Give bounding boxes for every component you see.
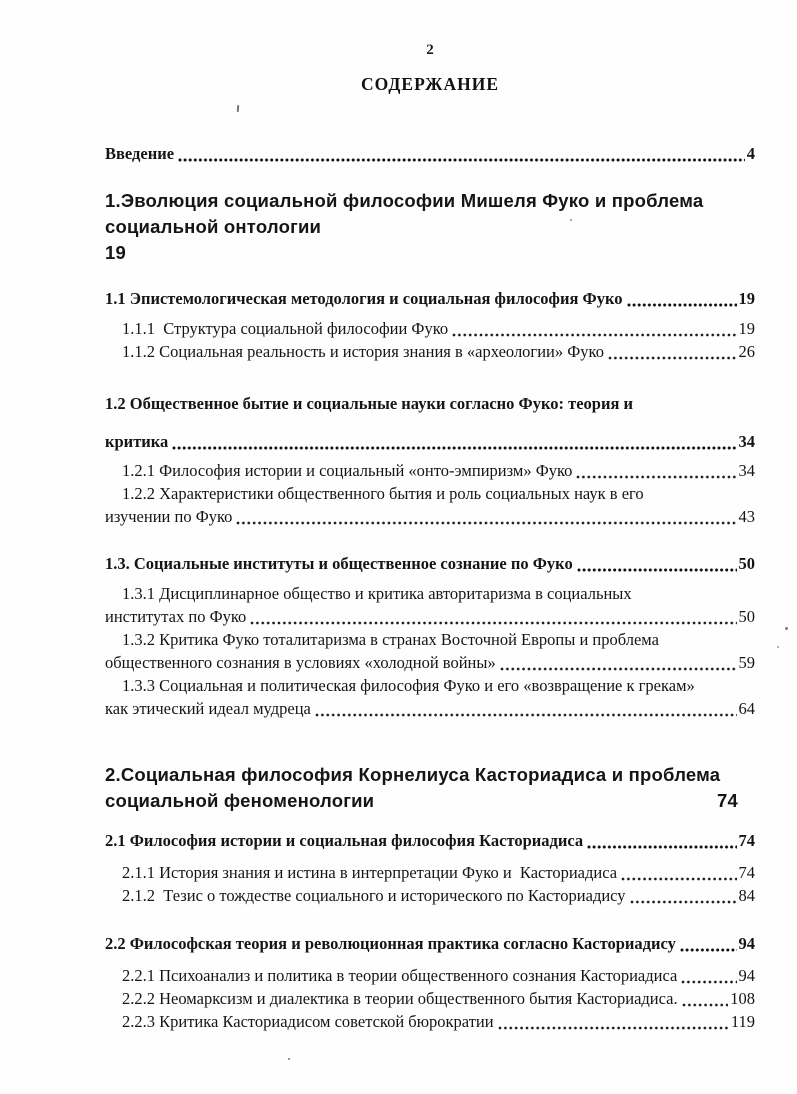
dot-leader	[680, 948, 737, 952]
toc-entry-text: 2.Социальная философия Корнелиуса Касториадиса и проблема	[105, 764, 721, 785]
toc-line	[105, 340, 755, 363]
toc-entry-text: 1.3.2 Критика Фуко тоталитаризма в странах Восточной Европы и проблема	[122, 630, 659, 649]
toc-entry-ch2	[105, 762, 755, 814]
toc-entry-s13	[105, 552, 755, 575]
toc-entry-text: как этический идеал мудреца	[105, 699, 311, 718]
dot-leader	[250, 621, 736, 625]
toc-line	[105, 697, 755, 720]
dot-leader	[500, 667, 737, 671]
toc-line	[105, 628, 755, 651]
toc-entry-s122	[105, 482, 755, 528]
toc-line	[105, 861, 755, 884]
dot-leader	[498, 1026, 729, 1030]
toc-entry-s211	[105, 861, 755, 884]
toc-line	[105, 674, 755, 697]
dot-leader	[608, 356, 737, 360]
toc-line	[105, 987, 755, 1010]
toc-entry-s11	[105, 287, 755, 310]
toc-entry-text: 1.3.3 Социальная и политическая философия Фуко и его «возвращение к грекам»	[122, 676, 695, 695]
toc-entry-text: изучении по Фуко	[105, 507, 233, 526]
toc-entry-text: 1.3. Социальные институты и общественное сознание по Фуко	[105, 554, 573, 573]
toc-entry-text: 1.2.1 Философия истории и социальный «онто-эмпиризм» Фуко	[122, 461, 573, 480]
toc-entry-s22	[105, 932, 755, 955]
scan-speck	[570, 219, 572, 221]
toc-page-number: 50	[738, 607, 755, 626]
toc-line	[105, 317, 755, 340]
toc-entry-text: 2.2.1 Психоанализ и политика в теории общественного сознания Касториадиса	[122, 966, 678, 985]
toc-entry-text: 1.1 Эпистемологическая методология и социальная философия Фуко	[105, 289, 623, 308]
toc-page-number: 26	[738, 342, 755, 361]
toc-line	[105, 552, 755, 575]
toc-page-number: 74	[738, 863, 755, 882]
toc-entry-text: 1.3.1 Дисциплинарное общество и критика авторитаризма в социальных	[122, 584, 632, 603]
toc-entry-text: Введение	[105, 144, 175, 163]
toc-line	[105, 651, 755, 674]
dot-leader	[577, 568, 737, 572]
toc-entry-s222	[105, 987, 755, 1010]
toc-page-number: 74	[717, 790, 738, 811]
toc-page-number: 19	[738, 319, 755, 338]
toc-line	[105, 287, 755, 310]
toc-line	[105, 605, 755, 628]
toc-entry-ch1	[105, 188, 755, 266]
toc-entry-s111	[105, 317, 755, 340]
dot-leader	[172, 446, 736, 450]
dot-leader	[681, 980, 736, 984]
toc-page-number: 59	[738, 653, 755, 672]
toc-line	[105, 482, 755, 505]
toc-entry-text: 2.1.2 Тезис о тождестве социального и исторического по Касториадису	[122, 886, 626, 905]
toc-page-number: 64	[738, 699, 755, 718]
toc-line	[105, 392, 755, 415]
toc-entry-s131	[105, 582, 755, 628]
toc-line	[105, 932, 755, 955]
toc-page-number: 34	[738, 461, 755, 480]
toc-entry-s132	[105, 628, 755, 674]
dot-leader	[315, 713, 737, 717]
toc-entry-text: 2.1 Философия истории и социальная философия Касториадиса	[105, 831, 584, 850]
dot-leader	[630, 900, 737, 904]
toc-line	[105, 505, 755, 528]
toc-line	[105, 582, 755, 605]
page-header-number: 2	[426, 42, 434, 58]
toc-entry-text: критика	[105, 432, 169, 451]
toc-entry-s112	[105, 340, 755, 363]
toc-line	[105, 430, 755, 453]
toc-entry-s133	[105, 674, 755, 720]
toc-line	[105, 459, 755, 482]
toc-line	[105, 214, 755, 240]
toc-entry-text: 1.1.1 Структура социальной философии Фуко	[122, 319, 449, 338]
toc-page-number: 108	[730, 989, 755, 1008]
toc-line	[105, 1010, 755, 1033]
toc-entry-s212	[105, 884, 755, 907]
dot-leader	[236, 521, 736, 525]
toc-entry-text: 2.1.1 История знания и истина в интерпретации Фуко и Касториадиса	[122, 863, 618, 882]
toc-page-number: 34	[738, 432, 755, 451]
scan-speck	[785, 627, 788, 630]
toc-entry-text: 1.Эволюция социальной философии Мишеля Фуко и проблема	[105, 190, 704, 211]
scan-speck	[777, 646, 779, 648]
toc-entry-text: общественного сознания в условиях «холодной войны»	[105, 653, 496, 672]
toc-entry-text: 2.2.2 Неомарксизм и диалектика в теории общественного бытия Касториадиса.	[122, 989, 678, 1008]
toc-page-number: 19	[738, 289, 755, 308]
toc-line	[105, 762, 755, 788]
toc-page-number: 119	[730, 1012, 755, 1031]
toc-page-number: 84	[738, 886, 755, 905]
page-title: СОДЕРЖАНИЕ	[360, 74, 499, 94]
dot-leader	[621, 877, 736, 881]
toc-entry-text: 1.2.2 Характеристики общественного бытия и роль социальных наук в его	[122, 484, 644, 503]
toc-entry-text: социальной феноменологии	[105, 790, 375, 811]
dot-leader	[178, 158, 745, 162]
toc-entry-text: 1.1.2 Социальная реальность и история знания в «археологии» Фуко	[122, 342, 604, 361]
toc-page-number: 74	[738, 831, 755, 850]
toc-line	[105, 188, 755, 214]
toc-entry-text: 19	[105, 242, 126, 263]
toc-entry-s223	[105, 1010, 755, 1033]
dot-leader	[627, 303, 737, 307]
toc-line	[105, 829, 755, 852]
toc-entry-text: социальной онтологии	[105, 216, 322, 237]
toc-page-number: 50	[738, 554, 755, 573]
toc-entry-text: 2.2.3 Критика Касториадисом советской бюрократии	[122, 1012, 494, 1031]
table-of-contents	[105, 0, 755, 1033]
toc-line	[105, 884, 755, 907]
toc-page-number: 94	[738, 966, 755, 985]
toc-line	[105, 964, 755, 987]
toc-entry-s21	[105, 829, 755, 852]
toc-page-number: 94	[738, 934, 755, 953]
dot-leader	[682, 1003, 729, 1007]
toc-page-number: 4	[746, 144, 755, 163]
scan-speck	[288, 1058, 290, 1060]
toc-page-number: 43	[738, 507, 755, 526]
toc-entry-s12	[105, 392, 755, 453]
toc-line	[105, 788, 755, 814]
toc-entry-s121	[105, 459, 755, 482]
dot-leader	[576, 475, 736, 479]
toc-entry-s221	[105, 964, 755, 987]
toc-entry-text: 1.2 Общественное бытие и социальные науки согласно Фуко: теория и	[105, 394, 634, 413]
dot-leader	[452, 333, 736, 337]
toc-line	[105, 142, 755, 165]
toc-line	[105, 240, 755, 266]
toc-entry-vvedenie	[105, 142, 755, 165]
dot-leader	[587, 845, 736, 849]
toc-entry-text: 2.2 Философская теория и революционная практика согласно Касториадису	[105, 934, 676, 953]
toc-entry-text: институтах по Фуко	[105, 607, 247, 626]
